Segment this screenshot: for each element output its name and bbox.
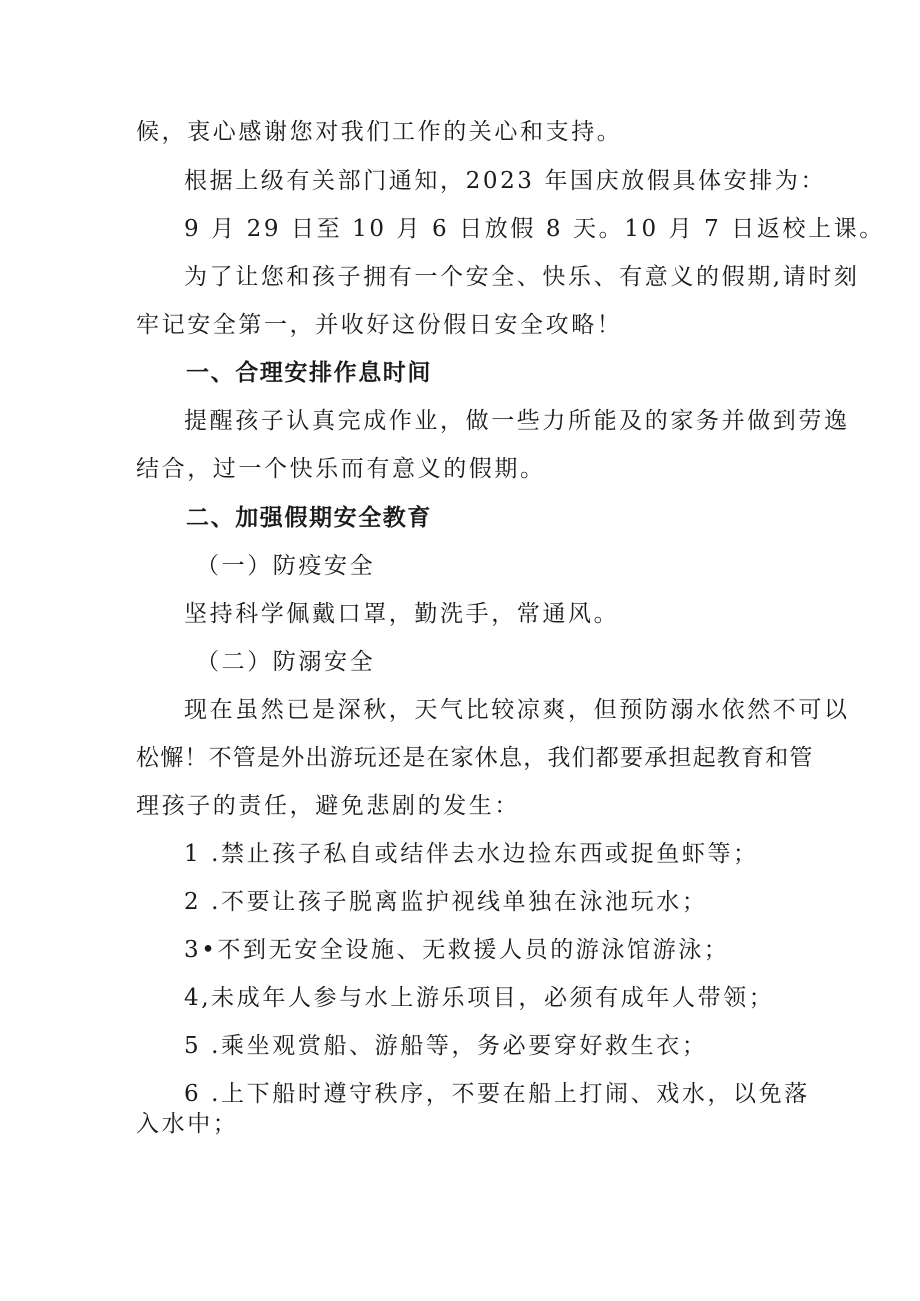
- paragraph-line: 牢记安全第一，并收好这份假日安全攻略！: [136, 312, 623, 338]
- paragraph-line: 坚持科学佩戴口罩，勤洗手，常通风。: [184, 601, 620, 627]
- paragraph-line: 9 月 29 日至 10 月 6 日放假 8 天。10 月 7 日返校上课。: [184, 216, 885, 242]
- list-item: 3•不到无安全设施、无救援人员的游泳馆游泳；: [184, 937, 730, 963]
- paragraph-line: 松懈！不管是外出游玩还是在家休息，我们都要承担起教育和管: [136, 745, 814, 771]
- list-item: 1 .禁止孩子私自或结伴去水边捡东西或捉鱼虾等；: [184, 841, 759, 867]
- list-item: 4,未成年人参与水上游乐项目，必须有成年人带领；: [184, 985, 775, 1011]
- list-item: 6 .上下船时遵守秩序，不要在船上打闹、戏水，以免落: [184, 1081, 810, 1107]
- paragraph-line: 候，衷心感谢您对我们工作的关心和支持。: [136, 119, 623, 145]
- subheading-epidemic: （一）防疫安全: [196, 553, 376, 579]
- paragraph-line: 理孩子的责任，避免悲剧的发生：: [136, 793, 520, 819]
- section-heading-rest: 一、合理安排作息时间: [186, 360, 432, 386]
- list-item: 2 .不要让孩子脱离监护视线单独在泳池玩水；: [184, 889, 708, 915]
- list-item: 5 .乘坐观赏船、游船等，务必要穿好救生衣；: [184, 1033, 708, 1059]
- paragraph-line: 提醒孩子认真完成作业，做一些力所能及的家务并做到劳逸: [184, 408, 850, 434]
- paragraph-line: 根据上级有关部门通知，2023 年国庆放假具体安排为：: [184, 168, 827, 194]
- subheading-drowning: （二）防溺安全: [196, 649, 376, 675]
- paragraph-line: 现在虽然已是深秋，天气比较凉爽，但预防溺水依然不可以: [184, 697, 850, 723]
- section-heading-safety: 二、加强假期安全教育: [186, 505, 432, 531]
- paragraph-line: 结合，过一个快乐而有意义的假期。: [136, 456, 546, 482]
- paragraph-line: 为了让您和孩子拥有一个安全、快乐、有意义的假期,请时刻: [184, 264, 860, 290]
- list-item-continuation: 入水中；: [136, 1111, 239, 1137]
